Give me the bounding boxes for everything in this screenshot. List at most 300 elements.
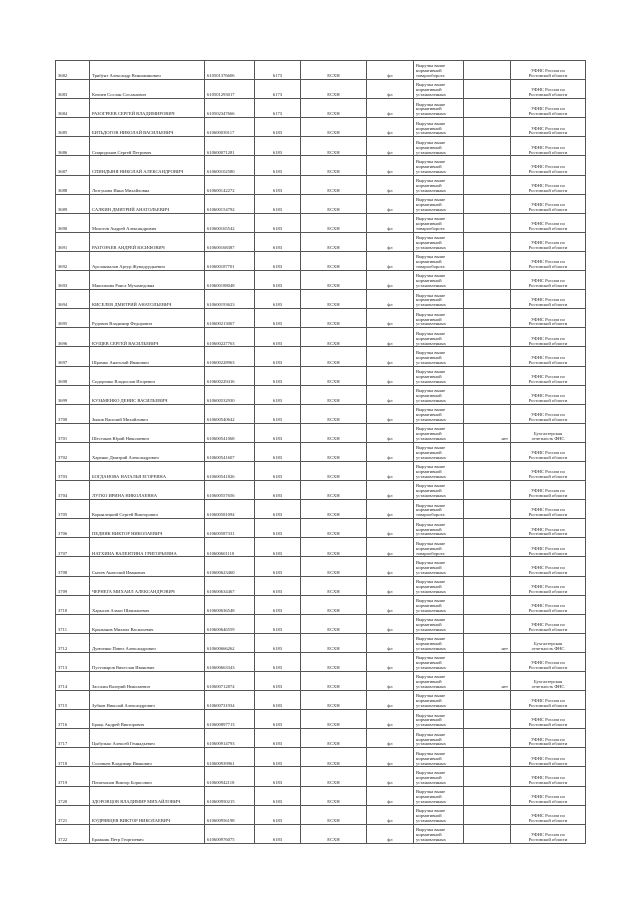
taxpayer-type: фл — [367, 691, 414, 710]
flag-value — [464, 290, 511, 309]
flag-value — [464, 614, 511, 633]
taxpayer-type: фл — [367, 99, 414, 118]
taxpayer-type: фл — [367, 824, 414, 843]
tax-office-code: 6183 — [255, 729, 301, 748]
tax-regime: ЕСХН — [301, 500, 367, 519]
tax-office-code: 6183 — [255, 805, 301, 824]
table-row — [56, 271, 586, 290]
tax-regime: ЕСХН — [301, 137, 367, 156]
tax-office-code: 6183 — [255, 614, 301, 633]
table-row — [56, 404, 586, 423]
tax-office-code: 6183 — [255, 271, 301, 290]
taxpayer-name: Лозгунова Инна Михайловна — [90, 175, 205, 194]
tax-office-code: 6183 — [255, 461, 301, 480]
tax-office-code: 6173 — [255, 61, 301, 80]
table-row — [56, 824, 586, 843]
flag-value — [464, 729, 511, 748]
source-organization: УФНС России по Ростовской области — [511, 691, 586, 710]
taxpayer-type: фл — [367, 614, 414, 633]
source-organization: УФНС России по Ростовской области — [511, 118, 586, 137]
table-row — [56, 500, 586, 519]
taxpayer-inn: 610600646559 — [205, 614, 255, 633]
tax-regime: ЕСХН — [301, 366, 367, 385]
taxpayer-name: Думченко Павел Александрович — [90, 633, 205, 652]
flag-value — [464, 824, 511, 843]
table-row — [56, 309, 586, 328]
taxpayer-type: фл — [367, 423, 414, 442]
tax-office-code: 6183 — [255, 824, 301, 843]
record-number: 3719 — [56, 767, 90, 786]
flag-value — [464, 805, 511, 824]
flag-value — [464, 271, 511, 290]
record-number: 3701 — [56, 423, 90, 442]
source-organization: УФНС России по Ростовской области — [511, 500, 586, 519]
taxpayer-type: фл — [367, 652, 414, 671]
taxpayer-name: Засохин Валерий Николаевич — [90, 672, 205, 691]
taxpayer-inn: 610600950215 — [205, 786, 255, 805]
tax-regime: ЕСХН — [301, 614, 367, 633]
flag-value — [464, 61, 511, 80]
taxpayer-name: САЛКИН ДМИТРИЙ АНАТОЛЬЕВИЧ — [90, 194, 205, 213]
violation-basis: Выручка выше нормативной установленных — [414, 118, 464, 137]
record-number: 3704 — [56, 481, 90, 500]
record-number: 3711 — [56, 614, 90, 633]
taxpayer-name: Рудович Владимир Федорович — [90, 309, 205, 328]
source-organization: УФНС России по Ростовской области — [511, 652, 586, 671]
taxpayer-name: Сидоренко Владислав Игоревич — [90, 366, 205, 385]
taxpayer-inn: 610502347666 — [205, 99, 255, 118]
flag-value — [464, 156, 511, 175]
tax-office-code: 6183 — [255, 213, 301, 232]
flag-value — [464, 652, 511, 671]
flag-value: нет — [464, 672, 511, 691]
taxpayer-inn: 610600540642 — [205, 404, 255, 423]
tax-regime: ЕСХН — [301, 290, 367, 309]
taxpayer-inn: 610600229416 — [205, 366, 255, 385]
table-row — [56, 614, 586, 633]
tax-regime: ЕСХН — [301, 328, 367, 347]
record-number: 3692 — [56, 251, 90, 270]
taxpayer-inn: 610600623460 — [205, 557, 255, 576]
taxpayer-name: СПИНДЫНЯ НИКОЛАЙ АЛЕКСАНДРОВИЧ — [90, 156, 205, 175]
source-organization: УФНС России по Ростовской области — [511, 385, 586, 404]
table-row — [56, 652, 586, 671]
taxpayer-name: Крыжанов Михаил Васильевич — [90, 614, 205, 633]
table-row — [56, 156, 586, 175]
taxpayer-name: РАЗГОРАЕВ АНДРЕЙ ЮСИФОВИЧ — [90, 232, 205, 251]
record-number: 3690 — [56, 213, 90, 232]
table-row — [56, 328, 586, 347]
tax-regime: ЕСХН — [301, 691, 367, 710]
taxpayer-name: КУДРЯВЦЕВ ВИКТОР НИКОЛАЕВИЧ — [90, 805, 205, 824]
source-organization: УФНС России по Ростовской области — [511, 309, 586, 328]
table-row — [56, 61, 586, 80]
flag-value — [464, 213, 511, 232]
source-organization: УФНС России по Ростовской области — [511, 614, 586, 633]
record-number: 3715 — [56, 691, 90, 710]
taxpayer-inn: 610600102580 — [205, 156, 255, 175]
tax-office-code: 6183 — [255, 576, 301, 595]
table-row — [56, 767, 586, 786]
taxpayer-type: фл — [367, 309, 414, 328]
tax-regime: ЕСХН — [301, 633, 367, 652]
violation-basis: Выручка выше нормативной установленных — [414, 404, 464, 423]
tax-office-code: 6183 — [255, 328, 301, 347]
table-row — [56, 80, 586, 99]
flag-value — [464, 347, 511, 366]
tax-regime: ЕСХН — [301, 786, 367, 805]
taxpayer-name: Пешехонов Виктор Борисович — [90, 767, 205, 786]
flag-value — [464, 710, 511, 729]
tax-regime: ЕСХН — [301, 385, 367, 404]
tax-regime: ЕСХН — [301, 748, 367, 767]
taxpayer-name: Арсланмалов Артур Жумадурдыевич — [90, 251, 205, 270]
record-number: 3722 — [56, 824, 90, 843]
tax-office-code: 6183 — [255, 347, 301, 366]
tax-office-code: 6173 — [255, 99, 301, 118]
record-number: 3706 — [56, 519, 90, 538]
violation-basis: Выручка выше нормативной установленных — [414, 786, 464, 805]
violation-basis: Выручка выше нормативной установленных — [414, 232, 464, 251]
record-number: 3716 — [56, 710, 90, 729]
tax-regime: ЕСХН — [301, 576, 367, 595]
tax-regime: ЕСХН — [301, 347, 367, 366]
taxpayer-name: КУЗЬМЕНКО ДЕНИС ВАСИЛЬЕВИЧ — [90, 385, 205, 404]
flag-value — [464, 557, 511, 576]
violation-basis: Выручка выше нормативной товарооборота — [414, 251, 464, 270]
taxpayer-type: фл — [367, 786, 414, 805]
record-number: 3718 — [56, 748, 90, 767]
table-row — [56, 423, 586, 442]
violation-basis: Выручка выше нормативной установленных — [414, 805, 464, 824]
tax-regime: ЕСХН — [301, 80, 367, 99]
taxpayer-name: Корнилецкий Сергей Викторович — [90, 500, 205, 519]
tax-office-code: 6183 — [255, 748, 301, 767]
violation-basis: Выручка выше нормативной установленных — [414, 557, 464, 576]
taxpayer-inn: 610600557656 — [205, 481, 255, 500]
tax-office-code: 6183 — [255, 786, 301, 805]
taxpayer-name: Спиридонов Сергей Петрович — [90, 137, 205, 156]
record-number: 3710 — [56, 595, 90, 614]
taxpayer-inn: 610501293017 — [205, 80, 255, 99]
violation-basis: Выручка выше нормативной установленных — [414, 614, 464, 633]
taxpayer-type: фл — [367, 194, 414, 213]
record-number: 3705 — [56, 500, 90, 519]
taxpayer-type: фл — [367, 137, 414, 156]
tax-office-code: 6183 — [255, 366, 301, 385]
tax-office-code: 6183 — [255, 137, 301, 156]
record-number: 3703 — [56, 461, 90, 480]
taxpayer-type: фл — [367, 805, 414, 824]
tax-regime: ЕСХН — [301, 672, 367, 691]
table-row — [56, 595, 586, 614]
record-number: 3700 — [56, 404, 90, 423]
taxpayer-type: фл — [367, 576, 414, 595]
table-row — [56, 576, 586, 595]
taxpayer-type: фл — [367, 748, 414, 767]
taxpayer-type: фл — [367, 404, 414, 423]
taxpayer-name: Харысов Алмаз Шамильевич — [90, 595, 205, 614]
violation-basis: Выручка выше нормативной установленных — [414, 194, 464, 213]
table-row — [56, 481, 586, 500]
source-organization: УФНС России по Ростовской области — [511, 404, 586, 423]
violation-basis: Выручка выше нормативной установленных — [414, 710, 464, 729]
taxpayer-type: фл — [367, 328, 414, 347]
taxpayer-name: Сычев Анатолий Иванович — [90, 557, 205, 576]
source-organization: УФНС России по Ростовской области — [511, 519, 586, 538]
tax-regime: ЕСХН — [301, 404, 367, 423]
taxpayer-type: фл — [367, 80, 414, 99]
taxpayer-type: фл — [367, 767, 414, 786]
tax-office-code: 6183 — [255, 481, 301, 500]
flag-value: нет — [464, 633, 511, 652]
record-number: 3717 — [56, 729, 90, 748]
table-row — [56, 213, 586, 232]
violation-basis: Выручка выше нормативной установленных — [414, 576, 464, 595]
tax-regime: ЕСХН — [301, 309, 367, 328]
source-organization: УФНС России по Ростовской области — [511, 99, 586, 118]
tax-office-code: 6173 — [255, 80, 301, 99]
tax-regime: ЕСХН — [301, 61, 367, 80]
tax-regime: ЕСХН — [301, 595, 367, 614]
taxpayer-type: фл — [367, 672, 414, 691]
source-organization: УФНС России по Ростовской области — [511, 137, 586, 156]
flag-value — [464, 80, 511, 99]
record-number: 3709 — [56, 576, 90, 595]
taxpayer-inn: 610600142272 — [205, 175, 255, 194]
source-organization: УФНС России по Ростовской области — [511, 251, 586, 270]
flag-value — [464, 175, 511, 194]
taxpayer-name: НАТХИНА ВАЛЕНТИНА ГРИГОРЬЕВНА — [90, 538, 205, 557]
taxpayer-name: Браць Андрей Викторович — [90, 710, 205, 729]
source-organization: УФНС России по Ростовской области — [511, 175, 586, 194]
taxpayer-type: фл — [367, 61, 414, 80]
source-organization: УФНС России по Ростовской области — [511, 729, 586, 748]
table-row — [56, 557, 586, 576]
violation-basis: Выручка выше нормативной установленных — [414, 767, 464, 786]
table-row — [56, 118, 586, 137]
record-number: 3683 — [56, 80, 90, 99]
tax-office-code: 6183 — [255, 404, 301, 423]
record-number: 3721 — [56, 805, 90, 824]
tax-regime: ЕСХН — [301, 538, 367, 557]
violation-basis: Выручка выше нормативной установленных — [414, 461, 464, 480]
flag-value — [464, 767, 511, 786]
table-row — [56, 633, 586, 652]
table-row — [56, 691, 586, 710]
taxpayer-name: Мохотов Андрей Александрович — [90, 213, 205, 232]
taxpayer-type: фл — [367, 271, 414, 290]
tax-regime: ЕСХН — [301, 557, 367, 576]
flag-value — [464, 137, 511, 156]
taxpayer-inn: 610600188048 — [205, 271, 255, 290]
flag-value — [464, 328, 511, 347]
tax-regime: ЕСХН — [301, 423, 367, 442]
tax-regime: ЕСХН — [301, 118, 367, 137]
flag-value — [464, 404, 511, 423]
taxpayer-inn: 610600663343 — [205, 652, 255, 671]
taxpayer-inn: 610600187701 — [205, 251, 255, 270]
taxpayer-inn: 610600227763 — [205, 328, 255, 347]
table-row — [56, 251, 586, 270]
taxpayer-type: фл — [367, 633, 414, 652]
tax-office-code: 6183 — [255, 175, 301, 194]
record-number: 3684 — [56, 99, 90, 118]
violation-basis: Выручка выше нормативной товарооборота — [414, 538, 464, 557]
taxpayer-name: Харенко Дмитрий Александрович — [90, 442, 205, 461]
record-number: 3686 — [56, 137, 90, 156]
record-number: 3691 — [56, 232, 90, 251]
taxpayer-name: Кочиев Сослан Сосланович — [90, 80, 205, 99]
record-number: 3720 — [56, 786, 90, 805]
source-organization: УФНС России по Ростовской области — [511, 805, 586, 824]
taxpayer-inn: 610600601110 — [205, 538, 255, 557]
table-row — [56, 519, 586, 538]
record-number: 3687 — [56, 156, 90, 175]
violation-basis: Выручка выше нормативной товарооборота — [414, 500, 464, 519]
tax-regime: ЕСХН — [301, 175, 367, 194]
flag-value — [464, 786, 511, 805]
source-organization: УФНС России по Ростовской области — [511, 271, 586, 290]
taxpayer-inn: 610600071281 — [205, 137, 255, 156]
record-number: 3712 — [56, 633, 90, 652]
record-number: 3689 — [56, 194, 90, 213]
taxpayer-inn: 610600939961 — [205, 748, 255, 767]
tax-office-code: 6183 — [255, 710, 301, 729]
taxpayer-type: фл — [367, 595, 414, 614]
source-organization: УФНС России по Ростовской области — [511, 328, 586, 347]
taxpayer-name: Цыбулько Алексей Геннадьевич — [90, 729, 205, 748]
record-number: 3695 — [56, 309, 90, 328]
tax-regime: ЕСХН — [301, 461, 367, 480]
record-number: 3688 — [56, 175, 90, 194]
table-row — [56, 805, 586, 824]
taxpayer-type: фл — [367, 213, 414, 232]
tax-office-code: 6183 — [255, 652, 301, 671]
tax-regime: ЕСХН — [301, 232, 367, 251]
taxpayer-type: фл — [367, 710, 414, 729]
violation-basis: Выручка выше нормативной установленных — [414, 80, 464, 99]
taxpayer-inn: 610600193623 — [205, 290, 255, 309]
tax-office-code: 6183 — [255, 519, 301, 538]
flag-value — [464, 118, 511, 137]
record-number: 3694 — [56, 290, 90, 309]
violation-basis: Выручка выше нормативной установленных — [414, 729, 464, 748]
source-organization: УФНС России по Ростовской области — [511, 786, 586, 805]
taxpayer-name: КУЩЕВ СЕРГЕЙ ВАСИЛЬЕВИЧ — [90, 328, 205, 347]
record-number: 3714 — [56, 672, 90, 691]
source-organization: УФНС России по Ростовской области — [511, 824, 586, 843]
violation-basis: Выручка выше нормативной установленных — [414, 633, 464, 652]
tax-regime: ЕСХН — [301, 251, 367, 270]
tax-office-code: 6183 — [255, 251, 301, 270]
violation-basis: Выручка выше нормативной установленных — [414, 271, 464, 290]
source-organization: УФНС России по Ростовской области — [511, 61, 586, 80]
taxpayer-inn: 610600541068 — [205, 423, 255, 442]
table-row — [56, 385, 586, 404]
violation-basis: Выручка выше нормативной установленных — [414, 595, 464, 614]
flag-value — [464, 500, 511, 519]
taxpayer-inn: 610600541607 — [205, 442, 255, 461]
violation-basis: Выручка выше нормативной установленных — [414, 366, 464, 385]
violation-basis: Выручка выше нормативной установленных — [414, 748, 464, 767]
taxpayer-inn: 610600168387 — [205, 232, 255, 251]
taxpayer-name: Бражник Петр Георгиевич — [90, 824, 205, 843]
source-organization: Бухгалтерская отчетность ФНС — [511, 672, 586, 691]
violation-basis: Выручка выше нормативной установленных — [414, 137, 464, 156]
source-organization: УФНС России по Ростовской области — [511, 538, 586, 557]
taxpayer-name: Зыков Василий Михайлович — [90, 404, 205, 423]
taxpayer-type: фл — [367, 442, 414, 461]
taxpayer-inn: 610501376606 — [205, 61, 255, 80]
taxpayer-inn: 610600154792 — [205, 194, 255, 213]
taxpayer-name: Зубков Николай Александрович — [90, 691, 205, 710]
taxpayer-type: фл — [367, 729, 414, 748]
source-organization: УФНС России по Ростовской области — [511, 156, 586, 175]
flag-value — [464, 748, 511, 767]
tax-office-code: 6183 — [255, 672, 301, 691]
tax-office-code: 6183 — [255, 767, 301, 786]
taxpayer-name: ЗДОРОВЦОВ ВЛАДИМИР МИХАЙЛОВИЧ — [90, 786, 205, 805]
flag-value — [464, 442, 511, 461]
table-row — [56, 748, 586, 767]
violation-basis: Выручка выше нормативной установленных — [414, 290, 464, 309]
flag-value — [464, 385, 511, 404]
tax-office-code: 6183 — [255, 232, 301, 251]
flag-value — [464, 99, 511, 118]
tax-regime: ЕСХН — [301, 519, 367, 538]
record-number: 3699 — [56, 385, 90, 404]
source-organization: УФНС России по Ростовской области — [511, 576, 586, 595]
source-organization: УФНС России по Ростовской области — [511, 461, 586, 480]
taxpayer-inn: 610600914793 — [205, 729, 255, 748]
taxpayer-inn: 610600532930 — [205, 385, 255, 404]
taxpayer-inn: 610600956198 — [205, 805, 255, 824]
taxpayer-name: Шрамко Анатолий Иванович — [90, 347, 205, 366]
taxpayer-name: РАЗОГРЕЕВ СЕРГЕЙ ВЛАДИМИРОВИЧ — [90, 99, 205, 118]
source-organization: УФНС России по Ростовской области — [511, 194, 586, 213]
tax-office-code: 6183 — [255, 538, 301, 557]
records-table — [55, 60, 586, 844]
flag-value — [464, 481, 511, 500]
violation-basis: Выручка выше нормативной установленных — [414, 385, 464, 404]
taxpayer-name: Шестаков Юрий Николаевич — [90, 423, 205, 442]
taxpayer-type: фл — [367, 461, 414, 480]
taxpayer-type: фл — [367, 156, 414, 175]
violation-basis: Выручка выше нормативной установленных — [414, 328, 464, 347]
tax-office-code: 6183 — [255, 500, 301, 519]
tax-office-code: 6183 — [255, 194, 301, 213]
taxpayer-inn: 610600636548 — [205, 595, 255, 614]
taxpayer-name: Трибунт Александр Вениаминович — [90, 61, 205, 80]
tax-office-code: 6183 — [255, 290, 301, 309]
taxpayer-inn: 610600213067 — [205, 309, 255, 328]
violation-basis: Выручка выше нормативной установленных — [414, 442, 464, 461]
violation-basis: Выручка выше нормативной товарооборота — [414, 61, 464, 80]
flag-value — [464, 691, 511, 710]
table-row — [56, 175, 586, 194]
taxpayer-inn: 610600942118 — [205, 767, 255, 786]
violation-basis: Выручка выше нормативной установленных — [414, 423, 464, 442]
flag-value — [464, 366, 511, 385]
table-row — [56, 672, 586, 691]
taxpayer-type: фл — [367, 481, 414, 500]
taxpayer-type: фл — [367, 385, 414, 404]
taxpayer-type: фл — [367, 519, 414, 538]
tax-regime: ЕСХН — [301, 213, 367, 232]
taxpayer-inn: 610600897713 — [205, 710, 255, 729]
record-number: 3707 — [56, 538, 90, 557]
